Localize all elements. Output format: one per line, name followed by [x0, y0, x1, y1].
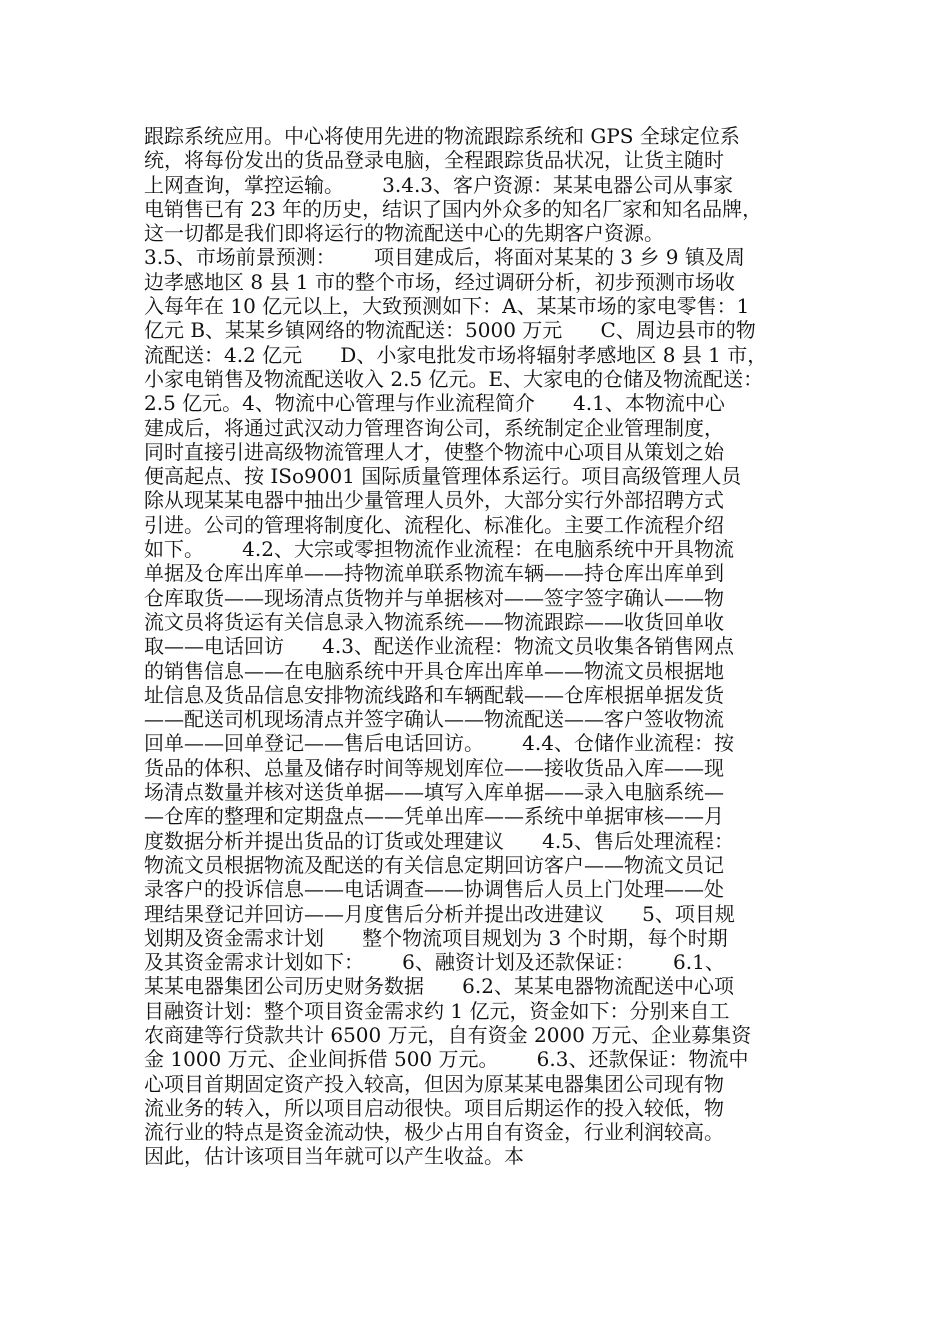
- text-line: 因此，估计该项目当年就可以产生收益。本: [144, 1144, 524, 1169]
- text-line: 的销售信息——在电脑系统中开具仓库出库单——物流文员根据地: [144, 658, 724, 683]
- text-line: 度数据分析并提出货品的订货或处理建议 4.5、售后处理流程：: [144, 828, 734, 853]
- text-line: 跟踪系统应用。中心将使用先进的物流跟踪系统和 GPS 全球定位系: [144, 124, 740, 148]
- text-line: 流业务的转入，所以项目启动很快。项目后期运作的投入较低，物: [144, 1095, 724, 1120]
- text-line: 某某电器集团公司历史财务数据 6.2、某某电器物流配送中心项: [144, 974, 734, 999]
- text-line: 金 1000 万元、企业间拆借 500 万元。 6.3、还款保证：物流中: [144, 1047, 749, 1072]
- text-line: 3.5、市场前景预测： 项目建成后，将面对某某的 3 乡 9 镇及周: [144, 245, 745, 270]
- text-line: 回单——回单登记——售后电话回访。 4.4、仓储作业流程：按: [144, 731, 734, 756]
- text-line: 入每年在 10 亿元以上，大致预测如下：A、某某市场的家电零售：1: [144, 294, 750, 319]
- text-line: 流文员将货运有关信息录入物流系统——物流跟踪——收货回单收: [144, 609, 724, 634]
- text-line: 货品的体积、总量及储存时间等规划库位——接收货品入库——现: [144, 755, 724, 780]
- text-line: 及其资金需求计划如下： 6、融资计划及还款保证： 6.1、: [144, 950, 725, 975]
- text-line: 址信息及货品信息安排物流线路和车辆配载——仓库根据单据发货: [144, 682, 724, 707]
- text-line: ——配送司机现场清点并签字确认——物流配送——客户签收物流: [144, 707, 724, 732]
- body-text: [144, 124, 814, 1169]
- text-line: 亿元 B、某某乡镇网络的物流配送：5000 万元 C、周边县市的物: [144, 318, 756, 343]
- text-line: 流配送：4.2 亿元 D、小家电批发市场将辐射孝感地区 8 县 1 市，: [144, 342, 768, 367]
- text-line: 流行业的特点是资金流动快，极少占用自有资金，行业利润较高。: [144, 1120, 724, 1145]
- text-line: 仓库取货——现场清点货物并与单据核对——签字签字确认——物: [144, 585, 724, 610]
- text-line: 理结果登记并回访——月度售后分析并提出改进建议 5、项目规: [144, 901, 735, 926]
- text-line: 同时直接引进高级物流管理人才，使整个物流中心项目从策划之始: [144, 439, 724, 464]
- text-line: 如下。 4.2、大宗或零担物流作业流程：在电脑系统中开具物流: [144, 537, 734, 562]
- text-line: 2.5 亿元。4、物流中心管理与作业流程简介 4.1、本物流中心: [144, 391, 725, 416]
- text-line: 取——电话回访 4.3、配送作业流程：物流文员收集各销售网点: [144, 634, 734, 659]
- text-line: 录客户的投诉信息——电话调查——协调售后人员上门处理——处: [144, 877, 724, 902]
- text-line: 统，将每份发出的货品登录电脑，全程跟踪货品状况，让货主随时: [144, 148, 724, 173]
- text-line: —仓库的整理和定期盘点——凭单出库——系统中单据审核——月: [144, 804, 724, 829]
- text-line: 小家电销售及物流配送收入 2.5 亿元。E、大家电的仓储及物流配送：: [144, 366, 764, 391]
- text-line: 电销售已有 23 年的历史，结识了国内外众多的知名厂家和知名品牌，: [144, 196, 763, 221]
- text-line: 单据及仓库出库单——持物流单联系物流车辆——持仓库出库单到: [144, 561, 724, 586]
- text-line: 建成后，将通过武汉动力管理咨询公司，系统制定企业管理制度，: [144, 415, 724, 440]
- text-line: 除从现某某电器中抽出少量管理人员外，大部分实行外部招聘方式: [144, 488, 724, 513]
- text-line: 场清点数量并核对送货单据——填写入库单据——录入电脑系统—: [144, 780, 724, 805]
- text-line: 心项目首期固定资产投入较高，但因为原某某电器集团公司现有物: [144, 1071, 724, 1096]
- text-line: 便高起点、按 ISo9001 国际质量管理体系运行。项目高级管理人员: [144, 464, 742, 489]
- text-line: 这一切都是我们即将运行的物流配送中心的先期客户资源。: [144, 221, 664, 246]
- text-line: 目融资计划：整个项目资金需求约 1 亿元，资金如下：分别来自工: [144, 998, 730, 1023]
- text-line: 农商建等行贷款共计 6500 万元，自有资金 2000 万元、企业募集资: [144, 1022, 752, 1047]
- text-line: 上网查询，掌控运输。 3.4.3、客户资源：某某电器公司从事家: [144, 172, 734, 197]
- text-line: 引进。公司的管理将制度化、流程化、标准化。主要工作流程介绍: [144, 512, 724, 537]
- text-line: 物流文员根据物流及配送的有关信息定期回访客户——物流文员记: [144, 852, 724, 877]
- text-line: 划期及资金需求计划 整个物流项目规划为 3 个时期，每个时期: [144, 925, 728, 950]
- text-line: 边孝感地区 8 县 1 市的整个市场，经过调研分析，初步预测市场收: [144, 269, 735, 294]
